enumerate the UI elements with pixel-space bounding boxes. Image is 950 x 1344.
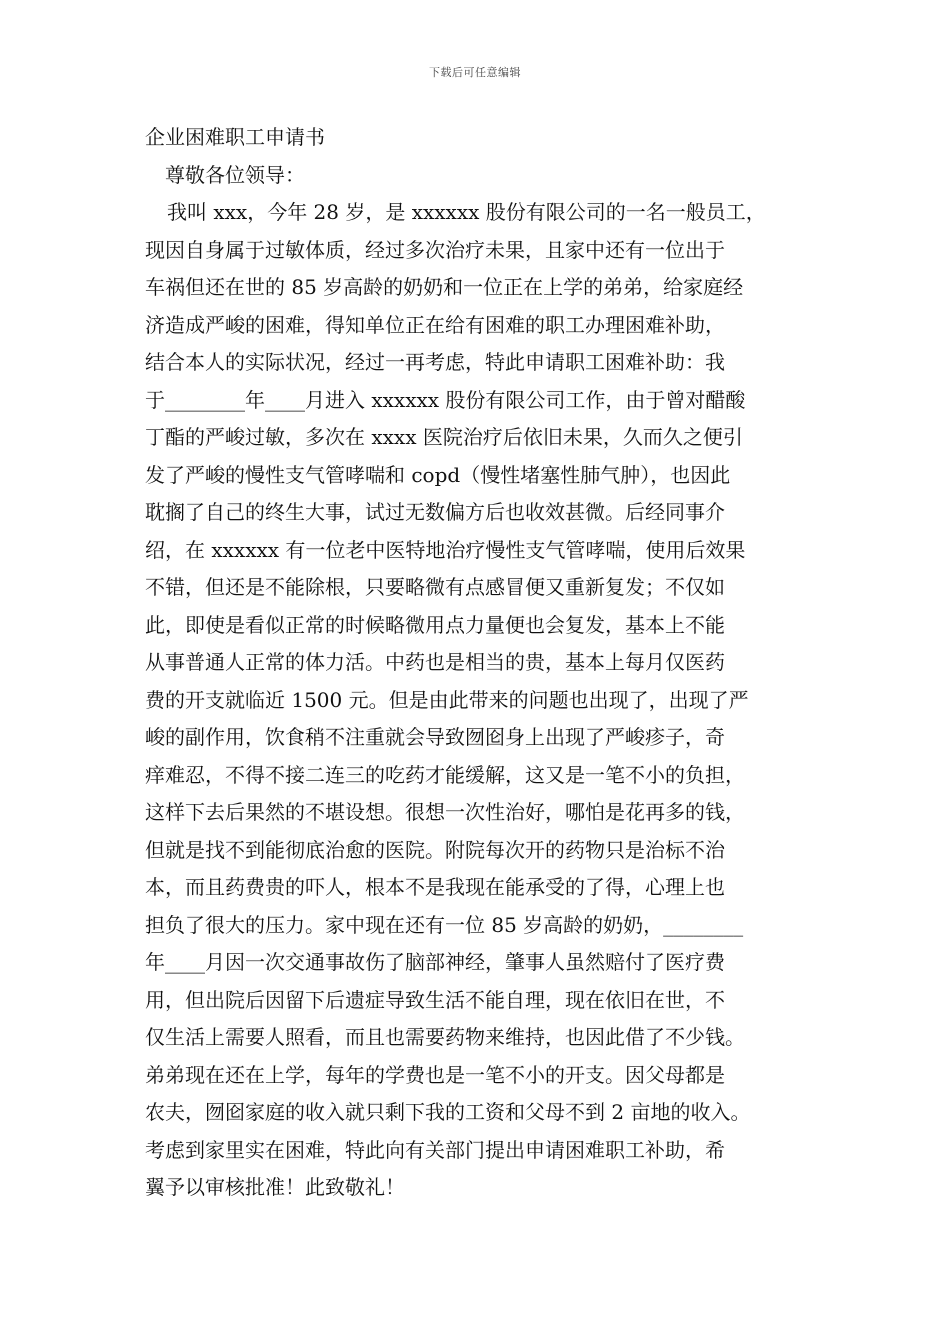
body-line: 发了严峻的慢性支气管哮喘和 copd（慢性堵塞性肺气肿），也因此 [145,462,731,487]
body-line: 结合本人的实际状况，经过一再考虑，特此申请职工困难补助：我 [145,350,725,374]
document-body [145,118,817,1207]
body-line: 痒难忍，不得不接二连三的吃药才能缓解，这又是一笔不小的负担， [145,762,745,787]
body-line: 于________年____月进入 xxxxxx 股份有限公司工作，由于曾对醋酸 [145,387,746,412]
body-line: 车祸但还在世的 85 岁高龄的奶奶和一位正在上学的弟弟，给家庭经 [145,275,744,299]
body-line: 用，但出院后因留下后遗症导致生活不能自理，现在依旧在世，不 [145,987,725,1012]
body-line: 从事普通人正常的体力活。中药也是相当的贵，基本上每月仅医药 [145,650,725,674]
body-line: 现因自身属于过敏体质，经过多次治疗未果，且家中还有一位出于 [145,237,725,262]
body-line: 本，而且药费贵的吓人，根本不是我现在能承受的了得，心理上也 [145,875,725,899]
body-line: 此，即使是看似正常的时候略微用点力量便也会复发，基本上不能 [145,612,725,637]
body-line: 仅生活上需要人照看，而且也需要药物来维持，也因此借了不少钱。 [145,1025,745,1049]
body-line: 济造成严峻的困难，得知单位正在给有困难的职工办理困难补助， [145,312,725,337]
body-line: 考虑到家里实在困难，特此向有关部门提出申请困难职工补助，希 [145,1137,725,1162]
body-line: 这样下去后果然的不堪设想。很想一次性治好，哪怕是花再多的钱， [145,800,745,824]
page-header-note: 下载后可任意编辑 [429,66,521,79]
body-line: 农夫，囫囵家庭的收入就只剩下我的工资和父母不到 2 亩地的收入。 [145,1100,751,1124]
body-line: 我叫 xxx，今年 28 岁，是 xxxxxx 股份有限公司的一名一般员工， [167,200,766,224]
body-line: 但就是找不到能彻底治愈的医院。附院每次开的药物只是治标不治 [145,837,725,862]
salutation: 尊敬各位领导： [165,163,305,187]
body-line: 翼予以审核批准！此致敬礼！ [145,1175,405,1199]
body-paragraph [145,194,817,1207]
body-line: 费的开支就临近 1500 元。但是由此带来的问题也出现了，出现了严 [145,687,749,712]
body-line: 担负了很大的压力。家中现在还有一位 85 岁高龄的奶奶，________ [145,912,744,937]
body-line: 年____月因一次交通事故伤了脑部神经，肇事人虽然赔付了医疗费 [145,950,725,974]
body-line: 丁酯的严峻过敏，多次在 xxxx 医院治疗后依旧未果，久而久之便引 [145,425,743,449]
body-line: 耽搁了自己的终生大事，试过无数偏方后也收效甚微。后经同事介 [145,500,725,524]
document-title: 企业困难职工申请书 [145,125,325,149]
body-line: 不错，但还是不能除根，只要略微有点感冒便又重新复发；不仅如 [145,575,725,599]
body-line: 峻的副作用，饮食稍不注重就会导致囫囵身上出现了严峻疹子，奇 [145,725,725,749]
body-line: 绍，在 xxxxxx 有一位老中医特地治疗慢性支气管哮喘，使用后效果 [145,537,746,562]
body-line: 弟弟现在还在上学，每年的学费也是一笔不小的开支。因父母都是 [145,1062,725,1087]
